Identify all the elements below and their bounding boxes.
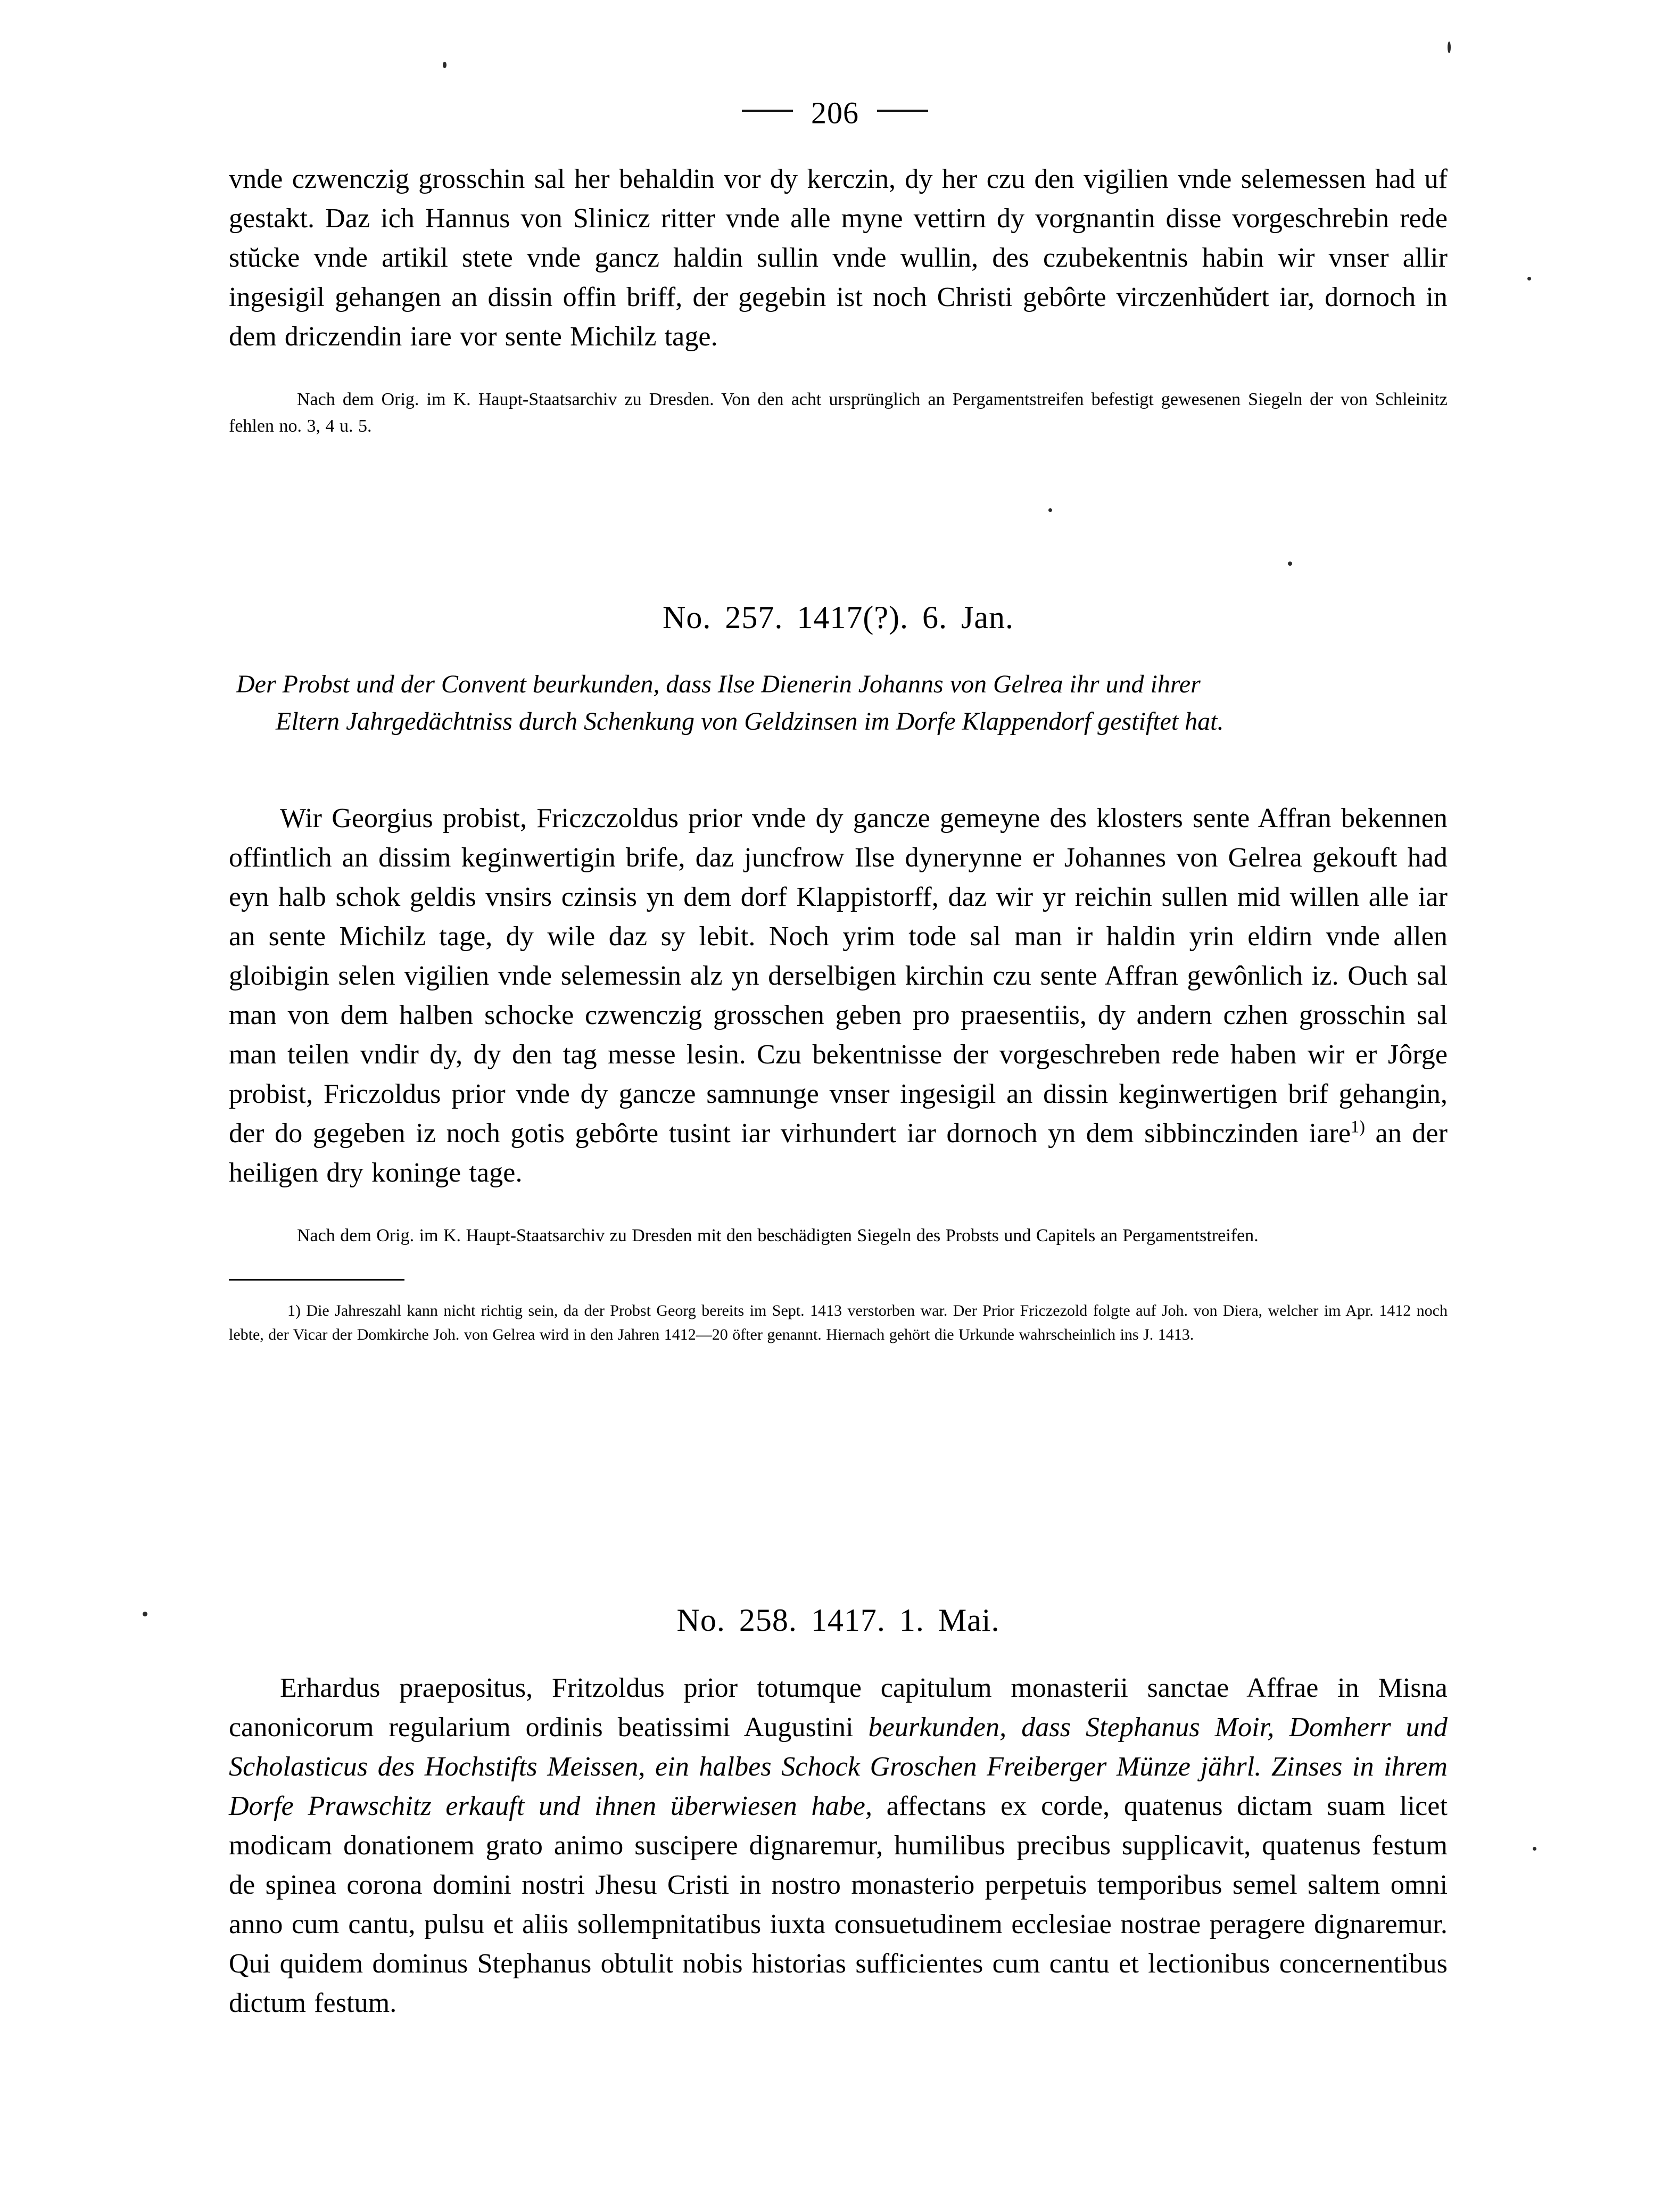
scan-speck — [443, 62, 447, 68]
entry-257-regest — [229, 666, 1448, 740]
scan-speck — [1448, 42, 1451, 53]
scan-speck — [143, 1612, 147, 1616]
entry-258-body — [229, 1669, 1448, 2023]
entry-257-regest-line-2: Eltern Jahrgedächtniss durch Schenkung von Geldzinsen im Dorfe Klappendorf gestiftet hat. — [276, 707, 1224, 736]
entry-257-body — [229, 799, 1448, 1193]
entry-257-source-note: Nach dem Orig. im K. Haupt-Staatsarchiv zu Dresden mit den beschädigten Siegeln des Probsts und Capitels an Pergamentstreifen. — [297, 1226, 1259, 1245]
head-rule-left — [742, 110, 793, 112]
entry-256-body: vnde czwenczig grosschin sal her behaldin vor dy kerczin, dy her czu den vigilien vnde selemessen had uf gestakt. Daz ich Hannus von Slinicz ritter vnde alle myne vettirn dy vorgnantin disse vorgeschrebin rede stŭcke vnde artikil stete vnde gancz haldin sullin vnde wullin, des czubekentnis habin wir vnser allir ingesigil gehangen an dissin offin briff, der gegebin ist noch Christi gebôrte virczenhŭdert iar, dornoch in dem driczendin iare vor sente Michilz tage. — [229, 164, 1448, 352]
page-number: 206 — [811, 95, 859, 130]
footnote-reference-1: 1) — [1351, 1117, 1366, 1136]
entry-258-heading: No. 258. 1417. 1. Mai. — [676, 1603, 1000, 1638]
entry-256-source-note: Nach dem Orig. im K. Haupt-Staatsarchiv zu Dresden. Von den acht ursprünglich an Pergamentstreifen befestigt gewesenen Siegeln der von Schleinitz fehlen no. 3, 4 u. 5. — [229, 390, 1448, 436]
entry-258-body-part-2: affectans ex corde, quatenus dictam suam licet modicam donationem grato animo suscipere dignaremur, humilibus precibus supplicavit, quatenus festum de spinea corona domini nostri Jhesu Cristi in nostro monasterio perpetuis temporibus semel saltem omni anno cum cantu, pulsu et aliis sollempnitatibus iuxta consuetudinem ecclesiae nostrae peragere dignaremur. Qui quidem dominus Stephanus obtulit nobis historias sufficientes cum cantu et lectionibus concernentibus dictum festum. — [229, 1791, 1448, 2018]
entry-257-body-part-2: an der heiligen dry koninge tage. — [229, 1118, 1448, 1188]
entry-257-body-part-1: Wir Georgius probist, Friczczoldus prior vnde dy gancze gemeyne des klosters sente Affran bekennen offintlich an dissim keginwertigin brife, daz juncfrow Ilse dynerynne er Johannes von Gelrea gekouft had eyn halb schok geldis vnsirs czinsis yn dem dorf Klappistorff, daz wir yr reichin sullen mid willen alle iar an sente Michilz tage, dy wile daz sy lebit. Noch yrim tode sal man ir haldin yrin eldirn vnde allen gloibigin selen vigilien vnde selemessin alz yn derselbigen kirchin czu sente Affran gewônlich iz. Ouch sal man von dem halben schocke czwenczig grosschen geben pro praesentiis, dy andern czhen grosschin sal man teilen vndir dy, dy den tag messe lesin. Czu bekentnisse der vorgeschreben rede haben wir er Jôrge probist, Friczoldus prior vnde dy gancze samnunge vnser ingesigil an dissin keginwertigen brif gehangin, der do gegeben iz noch gotis gebôrte tusint iar virhundert iar dornoch yn dem sibbinczinden iare — [229, 803, 1448, 1149]
text-column — [229, 160, 1448, 2023]
entry-257-heading: No. 257. 1417(?). 6. Jan. — [663, 600, 1014, 635]
scan-speck — [1527, 277, 1531, 280]
head-rule-right — [877, 110, 928, 112]
entry-257-regest-line-1: Der Probst und der Convent beurkunden, dass Ilse Dienerin Johanns von Gelrea ihr und ihrer — [236, 670, 1201, 698]
entry-258-body-part-1: Erhardus praepositus, Fritzoldus prior totumque capitulum monasterii sanctae Affrae in Misna canonicorum regularium ordinis beatissimi Augustini — [229, 1673, 1448, 1743]
running-head — [0, 93, 1670, 131]
scan-speck — [1533, 1847, 1536, 1851]
entry-258-body-italic: beurkunden, dass Stephanus Moir, Domherr und Scholasticus des Hochstifts Meissen, ein halbes Schock Groschen Freiberger Münze jährl. Zinses in ihrem Dorfe Prawschitz erkauft und ihnen überwiesen habe, — [229, 1712, 1448, 1821]
entry-257-footnote: 1) Die Jahreszahl kann nicht richtig sein, da der Probst Georg bereits im Sept. 1413 verstorben war. Der Prior Friczezold folgte auf Joh. von Diera, welcher im Apr. 1412 noch lebte, der Vicar der Domkirche Joh. von Gelrea wird in den Jahren 1412—20 öfter genannt. Hiernach gehört die Urkunde wahrscheinlich ins J. 1413. — [229, 1302, 1448, 1343]
